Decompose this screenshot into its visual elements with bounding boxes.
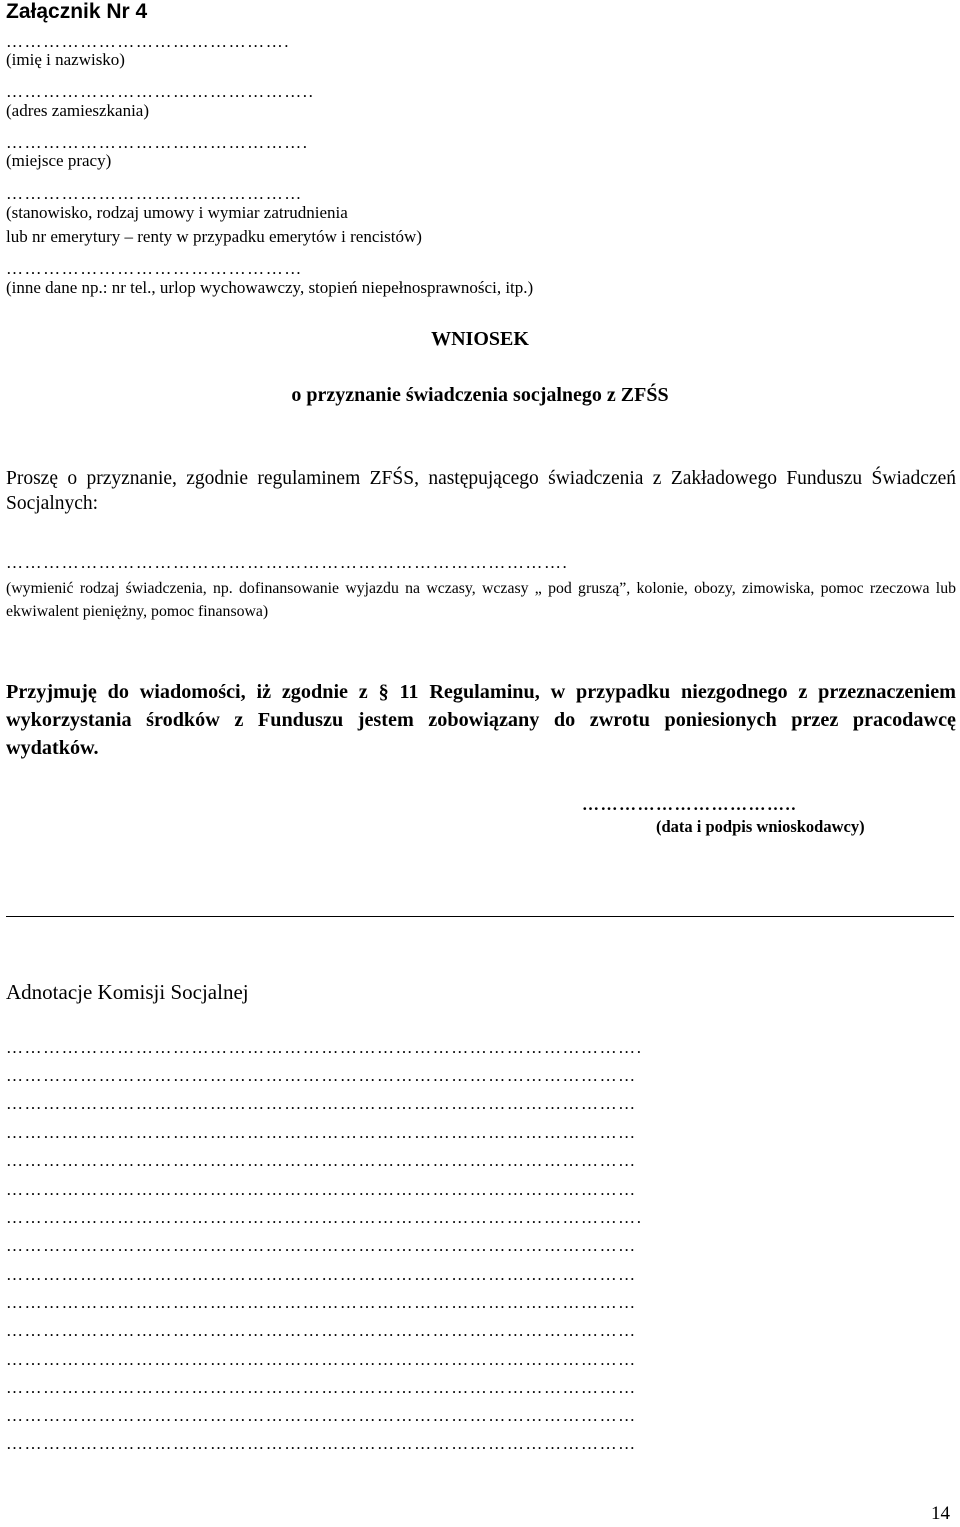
acknowledgement-paragraph: Przyjmuję do wiadomości, iż zgodnie z § 11 Regulaminu, w przypadku niezgodnego z przeznaczeniem wykorzystania środków z Funduszu jestem zobowiązany do zwrotu poniesionych przez pracodawcę wydatków. [6,681,956,759]
section-divider [6,916,954,917]
committee-line: …………………………………………………………………………………………. [6,1038,643,1057]
committee-line: …………………………………………………………………………………………. [6,1208,643,1227]
address-dots: ………………………………………….. [6,82,315,101]
other-data-dots: ………………………………………… [6,259,303,278]
pension-label: lub nr emerytury – renty w przypadku emerytów i rencistów) [6,227,422,246]
position-label: (stanowisko, rodzaj umowy i wymiar zatrudnienia [6,203,348,222]
committee-line: ………………………………………………………………………………………… [6,1293,637,1312]
committee-line: ………………………………………………………………………………………… [6,1066,637,1085]
committee-line: ………………………………………………………………………………………… [6,1350,637,1369]
benefit-dots: ………………………………………………………………………………. [6,553,569,572]
workplace-label: (miejsce pracy) [6,151,112,170]
committee-line: ………………………………………………………………………………………… [6,1123,637,1142]
form-title: WNIOSEK [431,328,529,350]
name-label: (imię i nazwisko) [6,50,125,69]
position-dots: ………………………………………… [6,184,303,203]
name-dots: ………………………………………. [6,32,291,51]
committee-line: ………………………………………………………………………………………… [6,1265,637,1284]
committee-line: ………………………………………………………………………………………… [6,1151,637,1170]
committee-line: ………………………………………………………………………………………… [6,1180,637,1199]
committee-line: ………………………………………………………………………………………… [6,1406,637,1425]
benefit-hint: (wymienić rodzaj świadczenia, np. dofinansowanie wyjazdu na wczasy, wczasy „ pod gruszą”, kolonie, obozy, zimowiska, pomoc rzeczowa lub ekwiwalent pieniężny, pomoc finansowa) [6,580,956,620]
address-label: (adres zamieszkania) [6,101,149,120]
committee-line: ………………………………………………………………………………………… [6,1434,637,1453]
form-subtitle: o przyznanie świadczenia socjalnego z ZFŚS [291,384,669,406]
workplace-dots: …………………………………………. [6,133,309,152]
signature-dots: …………………………….. [582,795,797,814]
request-paragraph [6,466,956,516]
signature-label: (data i podpis wnioskodawcy) [656,817,865,836]
other-data-label: (inne dane np.: nr tel., urlop wychowawczy, stopień niepełnosprawności, itp.) [6,278,534,297]
committee-line: ………………………………………………………………………………………… [6,1236,637,1255]
page-number: 14 [931,1503,950,1524]
committee-line: ………………………………………………………………………………………… [6,1094,637,1113]
committee-line: ………………………………………………………………………………………… [6,1378,637,1397]
committee-title: Adnotacje Komisji Socjalnej [6,980,249,1004]
annex-title: Załącznik Nr 4 [6,0,148,23]
request-text: Proszę o przyznanie, zgodnie regulaminem ZFŚS, następującego świadczenia z Zakładowego Funduszu Świadczeń Socjalnych: [6,468,956,514]
committee-line: ………………………………………………………………………………………… [6,1321,637,1340]
